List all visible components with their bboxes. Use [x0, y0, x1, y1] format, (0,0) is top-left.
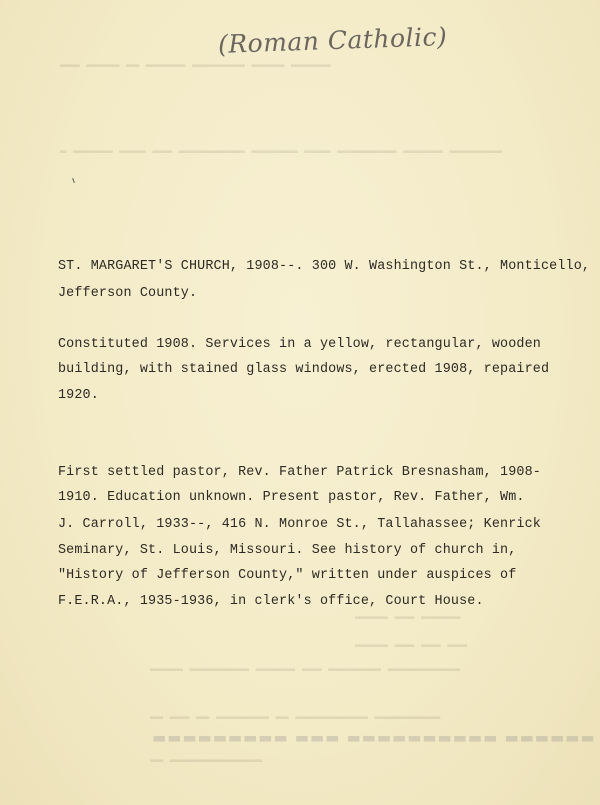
handwritten-annotation: (Roman Catholic) [217, 22, 448, 59]
bleed-through-mark: ▬ ▬▬▬▬▬▬ ▬▬▬▬ ▬▬▬ ▬▬▬▬▬▬▬▬▬▬ ▬▬▬▬▬▬▬ ▬▬▬▬ ▬▬▬▬▬▬▬▬▬ ▬▬▬▬▬▬ ▬▬▬▬▬▬▬▬ [60, 146, 503, 158]
bleed-through-mark: ▬▬ ▬▬▬ ▬▬ ▬▬▬▬▬▬▬▬ ▬▬ ▬▬▬▬▬▬▬▬▬▬▬ ▬▬▬▬▬▬▬▬▬▬ [150, 712, 441, 724]
bleed-through-mark: ▬▬▬▬▬ ▬▬▬ ▬▬▬ ▬▬▬ [355, 640, 468, 652]
paragraph-1-line-2: Jefferson County. [58, 286, 198, 301]
bleed-through-mark: ▬▬ ▬▬▬▬▬▬▬▬▬▬▬▬▬▬ [150, 755, 263, 767]
stray-pen-mark [72, 178, 75, 183]
paragraph-3-line-6: F.E.R.A., 1935-1936, in clerk's office, Court House. [58, 594, 484, 609]
paragraph-2-line-2: building, with stained glass windows, erected 1908, repaired [58, 362, 550, 377]
paragraph-3-line-1: First settled pastor, Rev. Father Patrick Bresnasham, 1908- [58, 465, 541, 480]
bleed-through-mark: ▬▬▬▬▬ ▬▬▬▬▬▬▬▬▬ ▬▬▬▬▬▬ ▬▬▬ ▬▬▬▬▬▬▬▬ ▬▬▬▬▬▬▬▬▬▬▬ [150, 664, 461, 676]
paragraph-1-line-1: ST. MARGARET'S CHURCH, 1908--. 300 W. Washington St., Monticello, [58, 259, 591, 274]
paragraph-3-line-4: Seminary, St. Louis, Missouri. See history of church in, [58, 543, 517, 558]
paragraph-3-line-5: "History of Jefferson County," written under auspices of [58, 568, 517, 583]
paragraph-3-line-2: 1910. Education unknown. Present pastor, Rev. Father, Wm. [58, 490, 525, 505]
bleed-through-mark: ▬▬▬▬▬ ▬▬▬ ▬▬▬▬▬▬ [355, 612, 461, 624]
bleed-through-mark: ▬▬▬ ▬▬▬▬▬ ▬▬ ▬▬▬▬▬▬ ▬▬▬▬▬▬▬▬ ▬▬▬▬▬ ▬▬▬▬▬▬ [60, 60, 331, 72]
bleed-through-heading: ▬▬▬▬▬▬▬▬▬ ▬▬▬ ▬▬▬▬▬▬▬▬▬▬ ▬▬▬▬▬▬ [152, 731, 596, 749]
paragraph-2-line-3: 1920. [58, 388, 99, 403]
paragraph-2-line-1: Constituted 1908. Services in a yellow, rectangular, wooden [58, 337, 541, 352]
paragraph-3-line-3: J. Carroll, 1933--, 416 N. Monroe St., Tallahassee; Kenrick [58, 517, 541, 532]
